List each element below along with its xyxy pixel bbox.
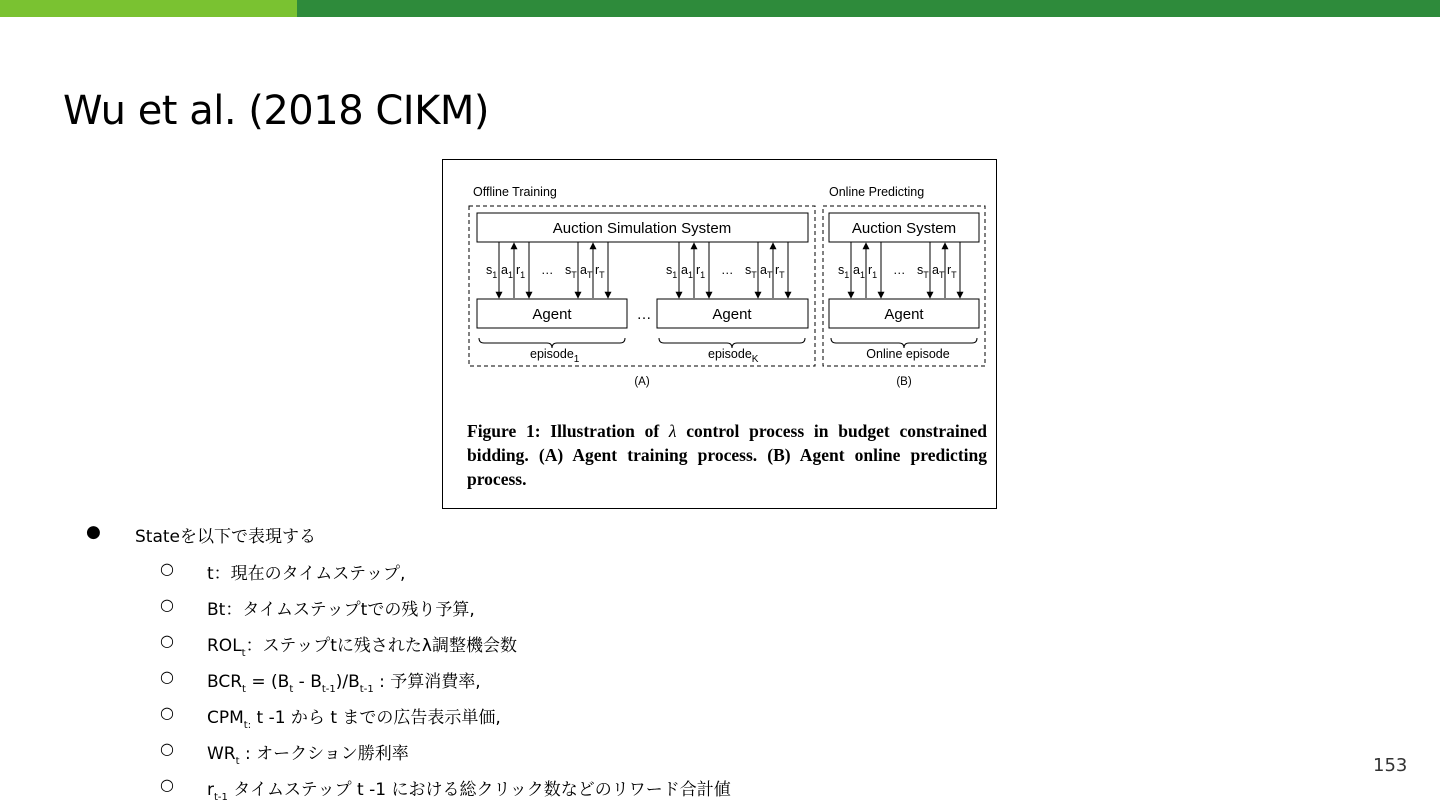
arrow-label: $r_T$ [775,263,785,280]
text-run: WR [207,744,236,764]
text-run: タイムステップ t -1 における総クリック数などのリワード合計値 [227,780,731,800]
panel-b-label: (B) [896,376,912,388]
text-run: t -1 から t までの広告表示単価, [251,708,501,728]
text-run: t：現在のタイムステップ, [207,564,406,584]
online-episode-label: Online episode [866,347,950,361]
arrow-label: $r_1$ [868,263,878,280]
arrow-label: $s_T$ [745,263,757,280]
subscript: t [289,684,294,695]
episode-1-label: episode$_1$ [530,347,580,365]
agent-label-online: Agent [884,306,924,323]
text-run: ：ステップtに残されたλ調整機会数 [245,636,517,656]
header-accent-bar-dark [297,0,1440,17]
subscript: t-1 [359,684,374,695]
agent-label-k: Agent [712,306,752,323]
text-run: = (B [245,672,290,692]
text-run: Bt：タイムステップtでの残り予算, [207,600,475,620]
page-number: 153 [1373,755,1408,776]
subscript: t-1 [214,792,228,803]
caption-text-end: control process in budget constrained bidding. (A) Agent training process. (B) Agent online predicting process. [467,421,987,489]
sub-bullet-text [207,559,405,584]
subscript: t [241,648,246,659]
arrow-label: $r_1$ [696,263,706,280]
sub-bullet-text [207,775,731,803]
slide-title: Wu et al. (2018 CIKM) [63,88,489,134]
subscript: t: [243,720,252,731]
agent-gap-ellipsis: … [636,306,652,323]
bullet-circle-icon: ○ [160,667,174,686]
arrow-label: $a_1$ [501,263,513,280]
text-run: - B [293,672,322,692]
subscript: t [235,756,240,767]
caption-lambda: λ [668,421,677,441]
sub-bullet-text [207,703,501,731]
header-accent-bar-light [0,0,297,17]
arrow-label: $a_T$ [580,263,593,280]
panel-a-label: (A) [634,376,650,388]
arrow-label: $s_1$ [486,263,498,280]
text-run: r [207,780,214,800]
arrow-label: $s_1$ [666,263,678,280]
arrow-label: $a_1$ [853,263,865,280]
text-run: : 予算消費率, [373,672,481,692]
arrow-label: $a_1$ [681,263,693,280]
agent-label-1: Agent [532,306,572,323]
arrow-label: $r_1$ [516,263,526,280]
arrow-labels [486,263,957,280]
sub-bullet-text [207,739,409,767]
arrow-label: $s_1$ [838,263,850,280]
arrow-label: $a_T$ [932,263,945,280]
arrow-label: $a_T$ [760,263,773,280]
offline-training-label: Offline Training [473,185,557,199]
bullet-circle-icon: ○ [160,775,174,794]
bullet-circle-icon: ○ [160,739,174,758]
sub-bullet-text [207,667,481,695]
episode-k-label: episode$_K$ [708,347,759,365]
subscript: t-1 [321,684,336,695]
bullet-dot-icon: ● [86,522,101,542]
sub-bullet-text [207,595,475,620]
text-run: CPM [207,708,244,728]
arrow-label: $s_T$ [565,263,577,280]
auction-system-label: Auction System [851,220,957,237]
bullet-circle-icon: ○ [160,703,174,722]
bullet-main-text: Stateを以下で表現する [135,527,316,547]
caption-text-start: Figure 1: Illustration of [467,421,669,441]
arrow-label: $r_T$ [947,263,957,280]
text-run: BCR [207,672,243,692]
auction-simulation-label: Auction Simulation System [552,220,732,237]
arrow-label: $s_T$ [917,263,929,280]
figure-panel [442,159,997,509]
subscript: t [242,684,246,695]
text-run: : オークション勝利率 [239,744,409,764]
arrow-label: … [541,263,554,277]
arrow-label: $r_T$ [595,263,605,280]
online-predicting-label: Online Predicting [829,185,925,199]
arrow-label: … [893,263,906,277]
bullet-circle-icon: ○ [160,631,174,650]
text-run: ROL [207,636,242,656]
sub-bullet-text [207,631,517,659]
arrow-label: … [721,263,734,277]
bullet-circle-icon: ○ [160,595,174,614]
text-run: )/B [335,672,360,692]
bullet-circle-icon: ○ [160,559,174,578]
figure-caption [467,419,987,491]
